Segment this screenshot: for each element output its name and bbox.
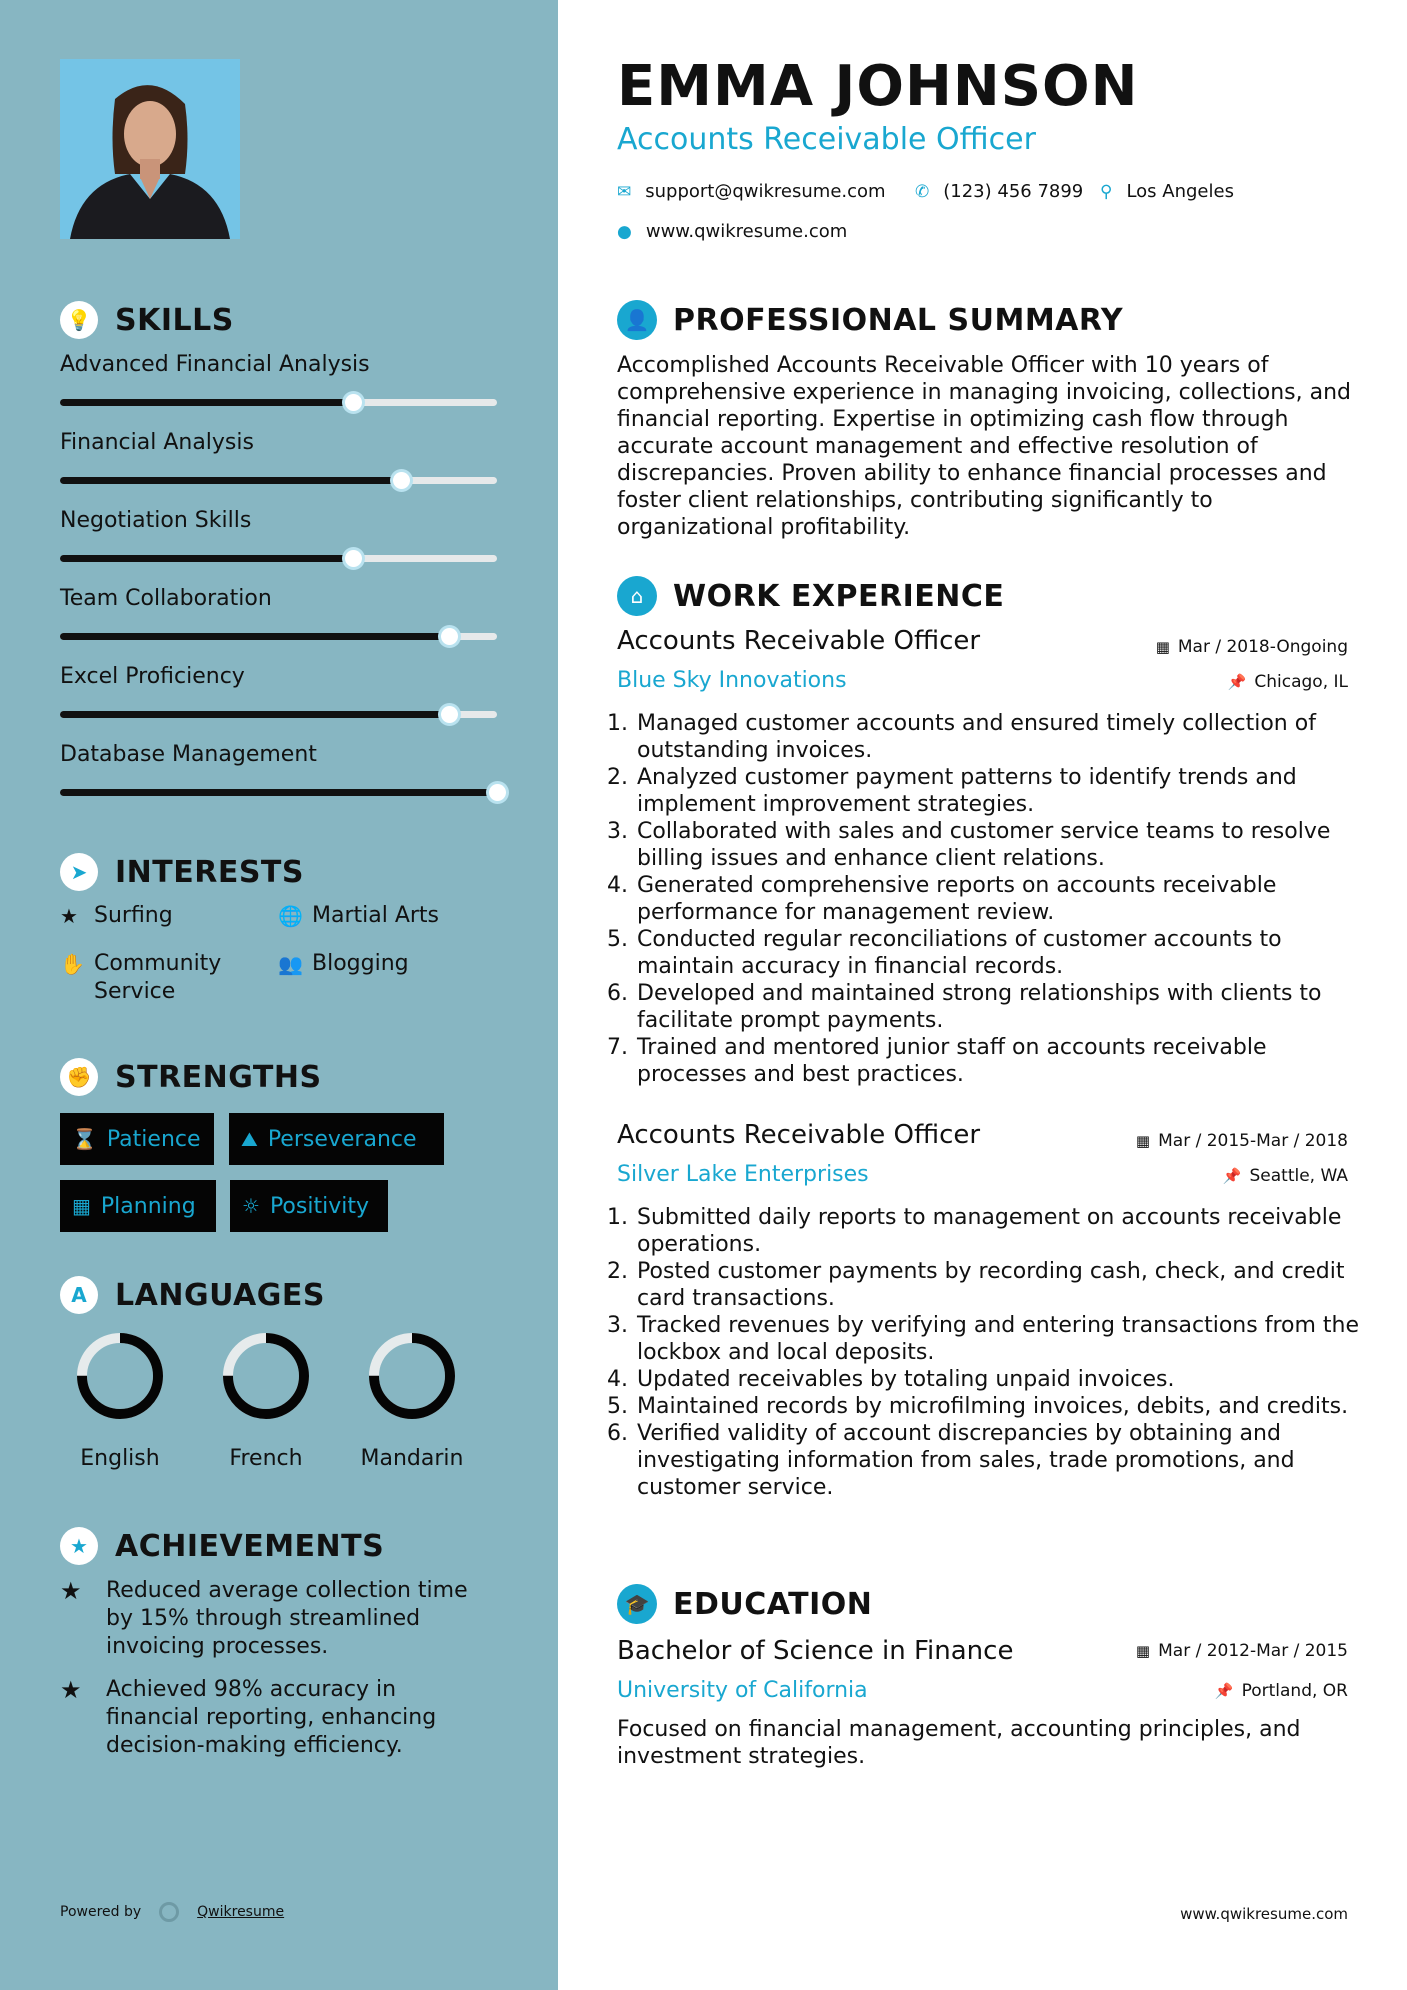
education-location: 📌 Portland, OR [1214, 1681, 1348, 1701]
strengths-title: STRENGTHS [115, 1059, 322, 1095]
users-icon: 👥 [278, 952, 303, 976]
phone-icon: ✆ [915, 181, 930, 202]
calendar-icon: ▦ [72, 1194, 91, 1218]
skill-name: Financial Analysis [60, 430, 254, 455]
job-location: 📌 Seattle, WA [1222, 1166, 1348, 1186]
skill-bar [60, 789, 497, 796]
summary-text: Accomplished Accounts Receivable Officer with 10 years of comprehensive experience in managing invoicing, collections, and financial reporting. Expertise in optimizing cash flow through accurate account management and effective resolution of discrepancies. Proven ability to enhance financial processes and foster client relationships, contributing significantly to organizational profitability. [617, 353, 1352, 540]
duty-item: 5. Maintained records by microfilming invoices, debits, and credits. [635, 1393, 1380, 1420]
interests-title: INTERESTS [115, 854, 304, 890]
sun-icon: ☼ [242, 1194, 260, 1218]
achievement-item: ★ Achieved 98% accuracy in financial reporting, enhancing decision-making efficiency. [60, 1676, 437, 1758]
calendar-icon: ▦ [1135, 1132, 1151, 1150]
lightbulb-icon: 💡 [60, 301, 98, 339]
contact-website[interactable]: ● www.qwikresume.com [617, 221, 848, 242]
candidate-role: Accounts Receivable Officer [617, 122, 1036, 157]
person-avatar-icon [60, 59, 240, 239]
fist-icon: ✊ [60, 1058, 98, 1096]
pushpin-icon: 📌 [1227, 673, 1247, 691]
globe-icon: 🌐 [278, 904, 303, 928]
star-badge-icon: ★ [60, 1527, 98, 1565]
chair-icon: ⌂ [617, 576, 657, 616]
achievements-title: ACHIEVEMENTS [115, 1528, 385, 1564]
job-dates: ▦ Mar / 2015-Mar / 2018 [1135, 1131, 1348, 1151]
star-icon: ★ [60, 904, 78, 928]
skill-bar [60, 477, 497, 484]
strength-tag: ▦ Planning [60, 1180, 216, 1232]
calendar-icon: ▦ [1155, 638, 1170, 656]
experience-section-title: ⌂ WORK EXPERIENCE [617, 576, 1004, 616]
skill-bar [60, 711, 497, 718]
interest-item: ✋ Community Service [60, 951, 222, 1004]
job-location: 📌 Chicago, IL [1227, 672, 1348, 692]
language-ring [366, 1330, 458, 1422]
road-icon: ⛰ [241, 1127, 258, 1151]
shooting-star-icon: ★ [60, 1577, 82, 1605]
calendar-icon: ▦ [1135, 1642, 1151, 1660]
pushpin-icon: 📌 [1222, 1167, 1242, 1185]
globe-icon: ● [617, 221, 632, 242]
language-name: English [80, 1446, 160, 1471]
contact-email[interactable]: ✉ support@qwikresume.com [617, 181, 886, 202]
skills-title: SKILLS [115, 302, 234, 338]
qwikresume-logo-icon [159, 1902, 179, 1922]
school-name: University of California [617, 1678, 868, 1703]
company-name: Blue Sky Innovations [617, 668, 847, 693]
powered-by: Powered by Qwikresume [60, 1904, 285, 1920]
language-name: French [229, 1446, 303, 1471]
strength-tag: ⌛ Patience [60, 1113, 214, 1165]
languages-title: LANGUAGES [115, 1277, 325, 1313]
job-duties [608, 710, 1380, 1088]
duty-item: 2. Posted customer payments by recording cash, check, and credit card transactions. [635, 1258, 1380, 1312]
interest-item: 🌐 Martial Arts [278, 903, 440, 928]
duty-item: 3. Collaborated with sales and customer service teams to resolve billing issues and enhance client relations. [635, 818, 1380, 872]
duty-item: 1. Managed customer accounts and ensured timely collection of outstanding invoices. [635, 710, 1380, 764]
profile-photo [60, 59, 240, 239]
duty-item: 1. Submitted daily reports to management on accounts receivable operations. [635, 1204, 1380, 1258]
skill-name: Excel Proficiency [60, 664, 245, 689]
job-duties [608, 1204, 1380, 1501]
hourglass-icon: ⌛ [72, 1127, 97, 1151]
interest-item: ★ Surfing [60, 903, 173, 928]
graduation-icon: 🎓 [617, 1584, 657, 1624]
contact-location: ⚲ Los Angeles [1100, 181, 1234, 202]
envelope-icon: ✉ [617, 181, 632, 202]
duty-item: 6. Developed and maintained strong relationships with clients to facilitate prompt payments. [635, 980, 1380, 1034]
duty-item: 3. Tracked revenues by verifying and entering transactions from the lockbox and local deposits. [635, 1312, 1380, 1366]
contact-phone: ✆ (123) 456 7899 [915, 181, 1084, 202]
shooting-star-icon: ★ [60, 1676, 82, 1704]
paper-plane-icon: ➤ [60, 853, 98, 891]
map-pin-icon: ⚲ [1100, 181, 1113, 202]
duty-item: 6. Verified validity of account discrepancies by obtaining and investigating information from sales, trade promotions, and customer service. [635, 1420, 1380, 1501]
strength-tag: ☼ Positivity [230, 1180, 388, 1232]
language-ring [74, 1330, 166, 1422]
company-name: Silver Lake Enterprises [617, 1162, 869, 1187]
achievement-item: ★ Reduced average collection time by 15% through streamlined invoicing processes. [60, 1577, 468, 1659]
hand-icon: ✋ [60, 952, 85, 976]
duty-item: 4. Generated comprehensive reports on accounts receivable performance for management review. [635, 872, 1380, 926]
education-section-title: 🎓 EDUCATION [617, 1584, 872, 1624]
duty-item: 2. Analyzed customer payment patterns to identify trends and implement improvement strategies. [635, 764, 1380, 818]
job-dates: ▦ Mar / 2018-Ongoing [1155, 637, 1348, 657]
job-title: Accounts Receivable Officer [617, 1120, 981, 1150]
skill-bar [60, 399, 497, 406]
job-title: Accounts Receivable Officer [617, 626, 981, 656]
strengths-section-title [60, 1058, 322, 1096]
achievements-section-title [60, 1527, 384, 1565]
duty-item: 5. Conducted regular reconciliations of customer accounts to maintain accuracy in financial records. [635, 926, 1380, 980]
skills-section-title [60, 301, 234, 339]
skill-bar [60, 555, 497, 562]
interests-section-title [60, 853, 304, 891]
qwikresume-link[interactable]: Qwikresume [197, 1904, 285, 1920]
duty-item: 4. Updated receivables by totaling unpaid invoices. [635, 1366, 1380, 1393]
skill-name: Negotiation Skills [60, 508, 252, 533]
interest-item: 👥 Blogging [278, 951, 409, 976]
duty-item: 7. Trained and mentored junior staff on accounts receivable processes and best practices. [635, 1034, 1380, 1088]
candidate-name: EMMA JOHNSON [617, 54, 1139, 119]
strength-tag: ⛰ Perseverance [229, 1113, 444, 1165]
language-ring [220, 1330, 312, 1422]
skill-bar [60, 633, 497, 640]
footer-website[interactable]: www.qwikresume.com [1180, 1905, 1348, 1923]
skill-name: Team Collaboration [60, 586, 272, 611]
language-card-icon: A [60, 1276, 98, 1314]
education-dates: ▦ Mar / 2012-Mar / 2015 [1135, 1641, 1348, 1661]
pushpin-icon: 📌 [1214, 1682, 1234, 1700]
skill-name: Advanced Financial Analysis [60, 352, 370, 377]
languages-section-title [60, 1276, 325, 1314]
summary-section-title: 👤 PROFESSIONAL SUMMARY [617, 300, 1123, 340]
language-name: Mandarin [360, 1446, 464, 1471]
skill-name: Database Management [60, 742, 317, 767]
education-description: Focused on financial management, accounting principles, and investment strategies. [617, 1717, 1301, 1769]
degree-title: Bachelor of Science in Finance [617, 1636, 1014, 1666]
user-icon: 👤 [617, 300, 657, 340]
